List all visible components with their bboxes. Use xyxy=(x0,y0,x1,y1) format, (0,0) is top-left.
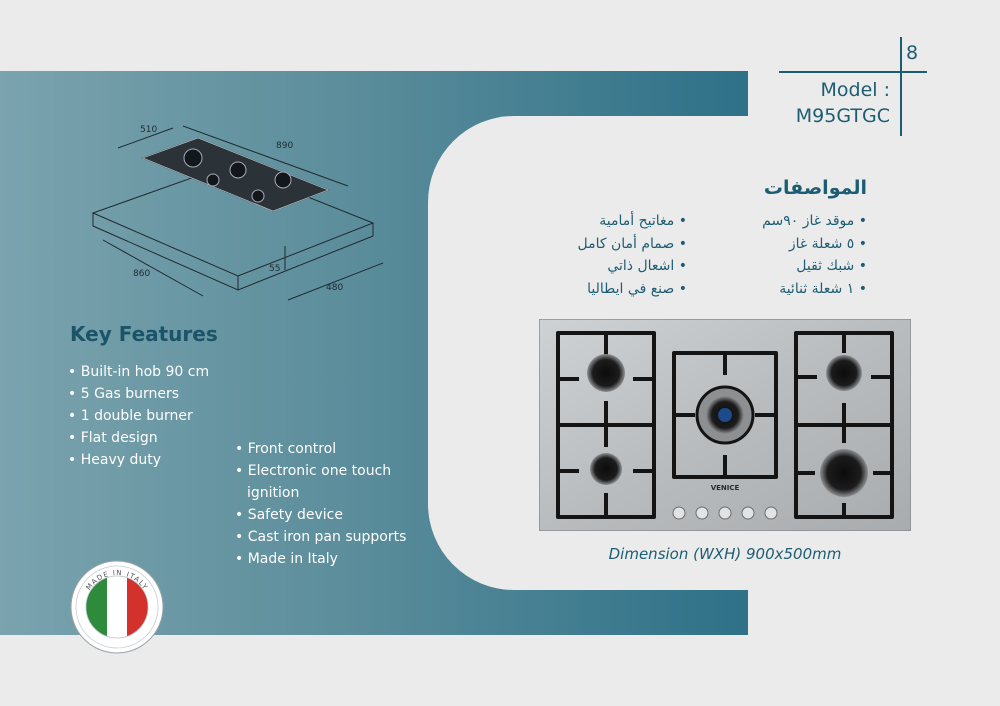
key-features-title: Key Features xyxy=(70,322,218,346)
specs-title: المواصفات xyxy=(763,177,867,199)
dim-width: 890 xyxy=(276,141,294,151)
dimension-drawing xyxy=(88,118,388,318)
spec-item: • موقد غاز ٩٠سم xyxy=(762,210,867,233)
page-number: 8 xyxy=(906,42,919,64)
header-horizontal-rule xyxy=(779,71,927,73)
model-code: M95GTGC xyxy=(795,105,890,127)
dim-depth: 510 xyxy=(140,125,158,135)
feature-item: • Cast iron pan supports xyxy=(235,526,410,548)
specs-list-right xyxy=(762,210,867,300)
spec-item: • مغاتيح أمامية xyxy=(577,210,687,233)
spec-item: • صنع في ايطاليا xyxy=(577,278,687,301)
dim-cutout-width: 860 xyxy=(133,269,151,279)
feature-item: • Built-in hob 90 cm xyxy=(68,361,209,383)
dim-cutout-depth: 480 xyxy=(326,283,344,293)
feature-item: • Heavy duty xyxy=(68,449,209,471)
model-label: Model : xyxy=(820,79,890,101)
spec-item: • صمام أمان كامل xyxy=(577,233,687,256)
dim-height: 55 xyxy=(269,264,281,274)
key-features-list-left xyxy=(68,361,209,471)
feature-item: • Front control xyxy=(235,438,410,460)
spec-item: • شبك ثقيل xyxy=(762,255,867,278)
feature-item: • Electronic one touch ignition xyxy=(235,460,410,504)
feature-item: • Flat design xyxy=(68,427,209,449)
feature-item: • 1 double burner xyxy=(68,405,209,427)
gas-hob-image xyxy=(539,319,911,531)
made-in-italy-badge xyxy=(70,560,164,654)
feature-item: • 5 Gas burners xyxy=(68,383,209,405)
feature-item: • Made in Italy xyxy=(235,548,410,570)
brand-logo: VENICE xyxy=(710,484,740,492)
spec-item: • اشعال ذاتي xyxy=(577,255,687,278)
feature-item: • Safety device xyxy=(235,504,410,526)
dimension-caption: Dimension (WXH) 900x500mm xyxy=(608,545,842,563)
spec-item: • ١ شعلة ثنائية xyxy=(762,278,867,301)
specs-list-left xyxy=(577,210,687,300)
spec-item: • ٥ شعلة غاز xyxy=(762,233,867,256)
key-features-list-right xyxy=(235,438,410,570)
badge-text: MADE IN ITALY xyxy=(84,568,150,592)
header-vertical-rule xyxy=(900,37,902,136)
